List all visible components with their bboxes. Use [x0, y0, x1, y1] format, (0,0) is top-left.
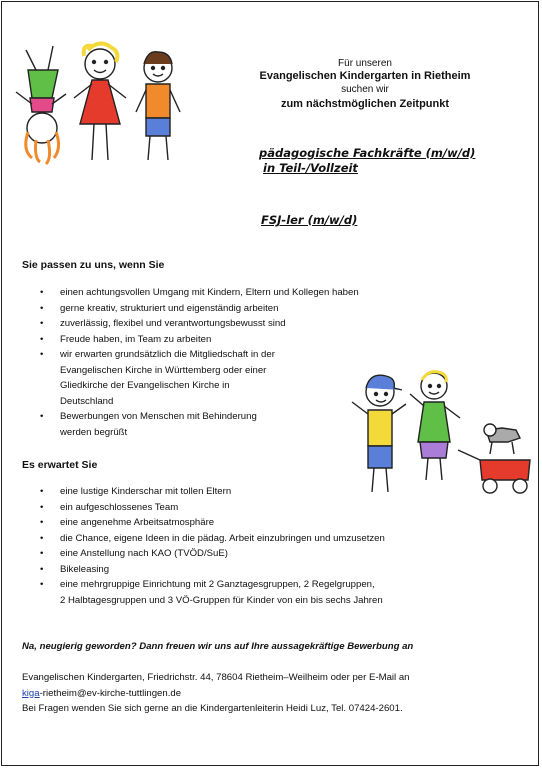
position-fachkraefte: pädagogische Fachkräfte (m/w/d) [259, 146, 476, 160]
list-item: • ein aufgeschlossenes Team [30, 500, 385, 516]
intro-line-1: Für unseren [338, 58, 392, 69]
list-item: • eine Anstellung nach KAO (TVÖD/SuE) [30, 546, 385, 562]
offer-list [30, 484, 385, 608]
position-teilzeit: in Teil-/Vollzeit [263, 161, 358, 175]
list-item: • zuverlässig, flexibel und verantwortungsbewusst sind [30, 316, 359, 332]
upside-down-girl-drawing [16, 46, 66, 164]
list-item: • eine mehrgruppige Einrichtung mit 2 Ganztagesgruppen, 2 Regelgruppen, 2 Halbtagesgruppen und 3 VÖ-Gruppen für Kinder von ein bis sechs Jahren [30, 577, 385, 608]
boy-orange-shirt-drawing [136, 52, 180, 160]
section-heading-offer: Es erwartet Sie [22, 459, 98, 471]
red-wagon-dog-drawing [458, 424, 530, 493]
children-illustration-top [8, 40, 186, 168]
kindergarten-name: Evangelischen Kindergarten in Rietheim [259, 70, 471, 82]
list-item: • eine angenehme Arbeitsatmosphäre [30, 515, 385, 531]
contact-address: Evangelischen Kindergarten, Friedrichstr. 44, 78604 Rietheim–Weilheim oder per E-Mail an [22, 672, 410, 683]
children-illustration-right [340, 368, 536, 498]
requirements-list [30, 285, 359, 440]
list-item: • wir erwarten grundsätzlich die Mitgliedschaft in der Evangelischen Kirche in Württemberg oder einer Gliedkirche der Evangelischen Kirche in Deutschland [30, 347, 359, 409]
list-item: • eine lustige Kinderschar mit tollen Eltern [30, 484, 385, 500]
position-fsj: FSJ-ler (m/w/d) [261, 213, 358, 227]
intro-line-3: suchen wir [341, 84, 389, 95]
list-item: • Bewerbungen von Menschen mit Behinderung werden begrüßt [30, 409, 359, 440]
list-item: • Bikeleasing [30, 562, 385, 578]
start-date: zum nächstmöglichen Zeitpunkt [280, 98, 450, 110]
list-item: • Freude haben, im Team zu arbeiten [30, 332, 359, 348]
closing-line: Na, neugierig geworden? Dann freuen wir uns auf Ihre aussagekräftige Bewerbung an [22, 641, 414, 652]
contact-email: kiga-rietheim@ev-kirche-tuttlingen.de [22, 687, 182, 699]
contact-phone: Bei Fragen wenden Sie sich gerne an die Kindergartenleiterin Heidi Luz, Tel. 07424-2601. [22, 703, 403, 714]
section-heading-requirements: Sie passen zu uns, wenn Sie [22, 259, 165, 271]
contact-block [22, 670, 522, 717]
intro-block [180, 57, 542, 111]
list-item: • gerne kreativ, strukturiert und eigenständig arbeiten [30, 301, 359, 317]
girl-red-dress-drawing [74, 43, 126, 160]
list-item: • die Chance, eigene Ideen in die pädag. Arbeit einzubringen und umzusetzen [30, 531, 385, 547]
boy-cap-drawing [352, 375, 406, 492]
list-item: • einen achtungsvollen Umgang mit Kindern, Eltern und Kollegen haben [30, 285, 359, 301]
girl-green-dress-drawing [410, 372, 460, 480]
email-link[interactable]: kiga [22, 687, 40, 699]
